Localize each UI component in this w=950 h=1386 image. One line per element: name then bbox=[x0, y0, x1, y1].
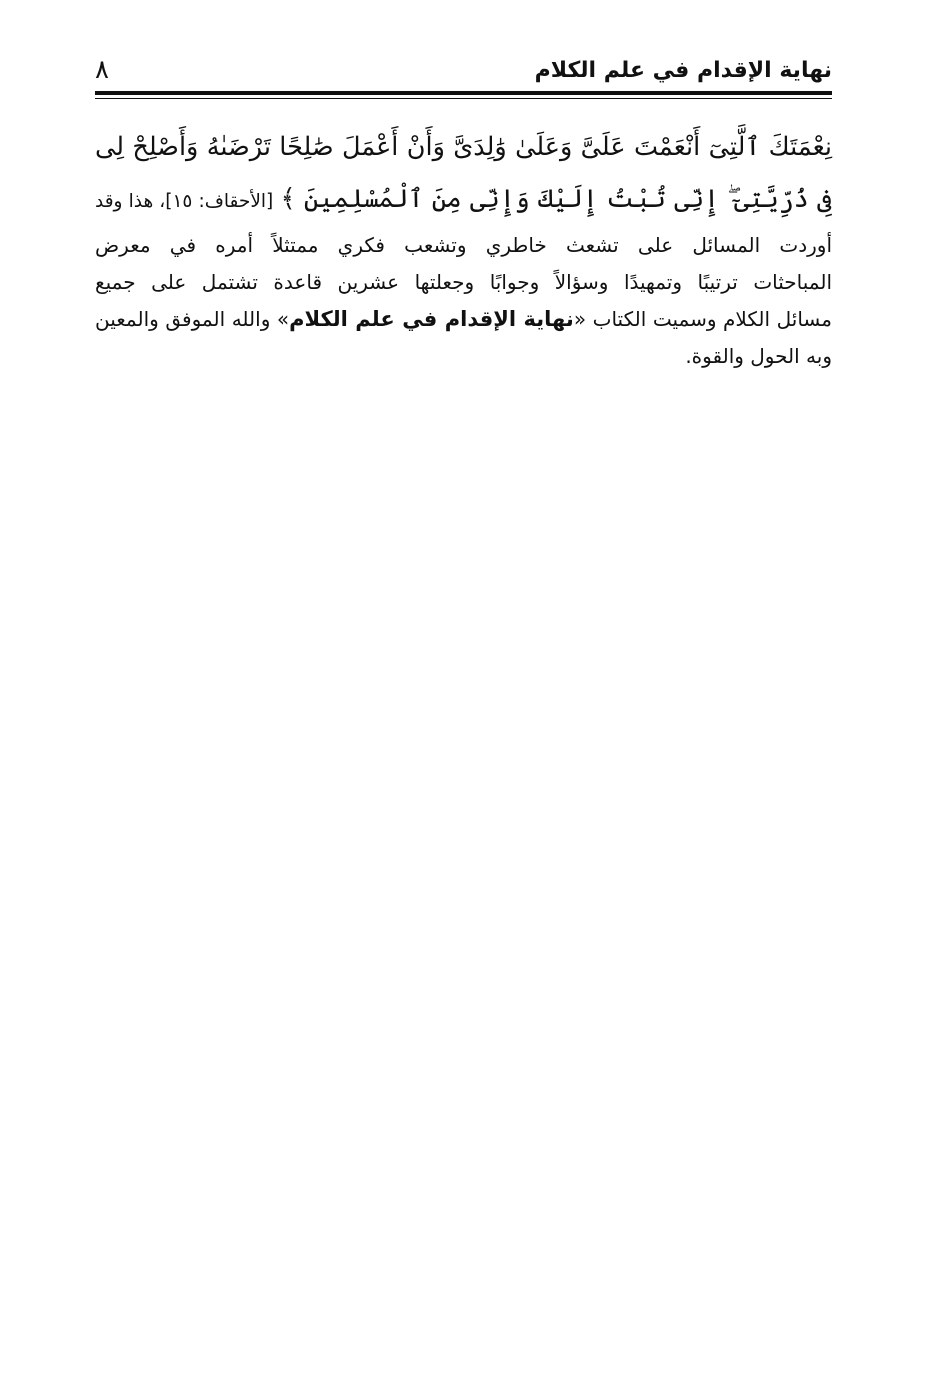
prose-line-3 bbox=[95, 301, 832, 338]
prose-line-4: وبه الحول والقوة. bbox=[685, 344, 832, 368]
quran-verse-line-1: نِعْمَتَكَ ٱلَّتِىٓ أَنْعَمْتَ عَلَىَّ وَعَلَىٰ وَٰلِدَىَّ وَأَنْ أَعْمَلَ صَٰلِحًا تَرْضَىٰهُ وَأَصْلِحْ لِى bbox=[95, 132, 832, 162]
header-rule-thick bbox=[95, 91, 832, 95]
quran-verse-text: فِى ذُرِّيَّتِىٓ ۖ إِنِّى تُبْتُ إِلَيْكَ وَإِنِّى مِنَ ٱلْمُسْلِمِينَ ﴾ bbox=[280, 184, 832, 214]
page-header bbox=[95, 56, 832, 88]
running-head-title: نهاية الإقدام في علم الكلام bbox=[534, 58, 832, 83]
header-rule-thin bbox=[95, 98, 832, 99]
body-text bbox=[95, 120, 832, 375]
verse-citation: [الأحقاف: ١٥]، هذا وقد bbox=[95, 191, 274, 212]
quran-verse-line-2 bbox=[95, 174, 832, 227]
page-number: ٨ bbox=[95, 55, 109, 85]
prose-line-2: المباحثات ترتيبًا وتمهيدًا وسؤالاً وجوابًا وجعلتها عشرين قاعدة تشتمل على جميع bbox=[95, 270, 832, 294]
prose-line-3-start: مسائل الكلام وسميت الكتاب « bbox=[573, 307, 832, 331]
book-title-bold: نهاية الإقدام في علم الكلام bbox=[289, 307, 574, 331]
prose-line-3-end: » والله الموفق والمعين bbox=[95, 307, 290, 331]
prose-line-1: أوردت المسائل على تشعث خاطري وتشعب فكري ممتثلاً أمره في معرض bbox=[95, 233, 832, 257]
